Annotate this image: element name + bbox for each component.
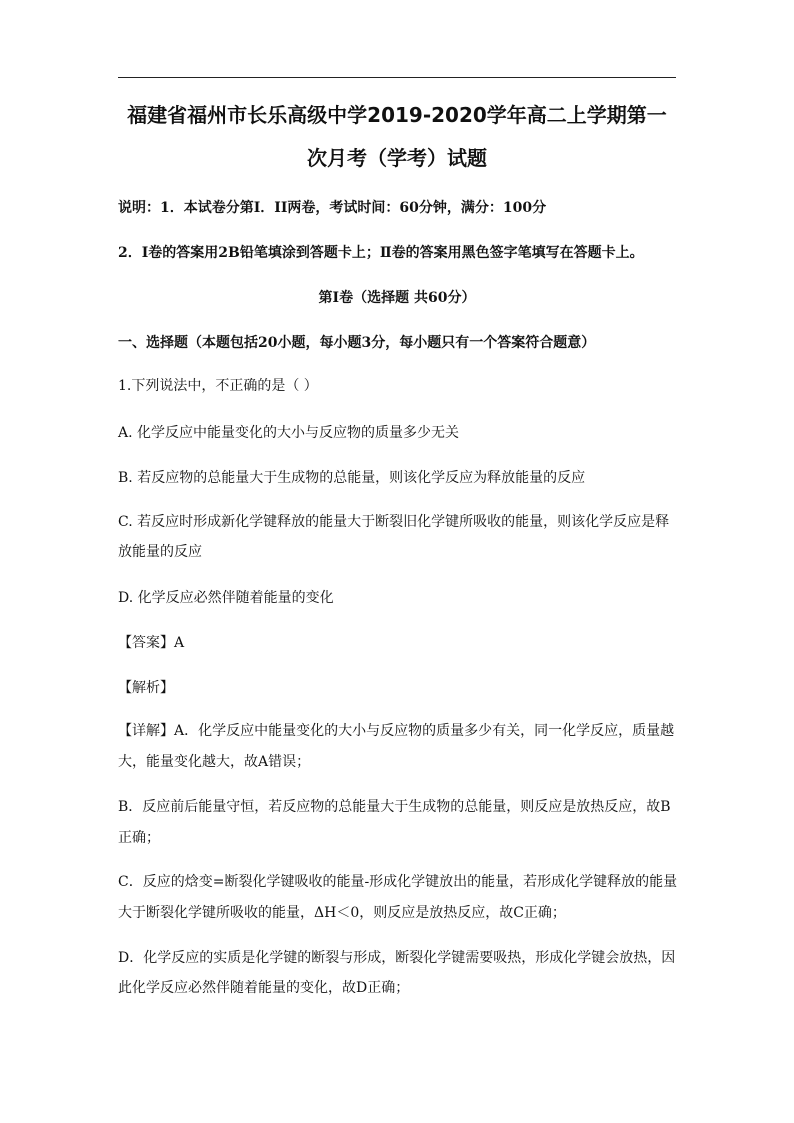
document-title-line-2: 次月考（学考）试题 [307,146,487,170]
explanation-b-line-2: 正确； [118,830,160,846]
explanation-a-line-2: 大，能量变化越大，故A错误； [118,754,311,770]
explanation-d-line-2: 此化学反应必然伴随着能量的变化，故D正确； [118,980,410,996]
answer-line: 【答案】A [118,635,185,651]
header-rule [118,77,676,78]
explanation-c-line-2: 大于断裂化学键所吸收的能量，ΔH＜0，则反应是放热反应，故C正确； [118,905,566,921]
option-d: D. 化学反应必然伴随着能量的变化 [118,590,334,606]
explanation-b-line-1: B．反应前后能量守恒，若反应物的总能量大于生成物的总能量，则反应是放热反应，故B [118,799,671,815]
explanation-a-line-1: 【详解】A．化学反应中能量变化的大小与反应物的质量多少有关，同一化学反应，质量越 [118,723,675,739]
instruction-line-1: 说明：1．本试卷分第I．II两卷，考试时间：60分钟，满分：100分 [118,200,547,216]
explanation-d-line-1: D．化学反应的实质是化学键的断裂与形成，断裂化学键需要吸热，形成化学键会放热，因 [118,950,676,966]
option-c-line-1: C. 若反应时形成新化学键释放的能量大于断裂旧化学键所吸收的能量，则该化学反应是释 [118,514,670,530]
document-title-line-1: 福建省福州市长乐高级中学2019-2020学年高二上学期第一 [127,103,667,127]
analysis-label: 【解析】 [118,680,174,696]
explanation-c-line-1: C．反应的焓变=断裂化学键吸收的能量-形成化学键放出的能量，若形成化学键释放的能量 [118,874,678,890]
instruction-line-2: 2．Ⅰ卷的答案用2B铅笔填涂到答题卡上；Ⅱ卷的答案用黑色签字笔填写在答题卡上。 [118,245,644,261]
option-a: A. 化学反应中能量变化的大小与反应物的质量多少无关 [118,425,460,441]
question-stem: 1.下列说法中，不正确的是（ ） [118,378,318,394]
option-b: B. 若反应物的总能量大于生成物的总能量，则该化学反应为释放能量的反应 [118,470,586,486]
option-c-line-2: 放能量的反应 [118,544,202,560]
section-heading: 第Ⅰ卷（选择题 共60分） [318,290,476,306]
part-heading: 一、选择题（本题包括20小题，每小题3分，每小题只有一个答案符合题意） [118,335,596,351]
